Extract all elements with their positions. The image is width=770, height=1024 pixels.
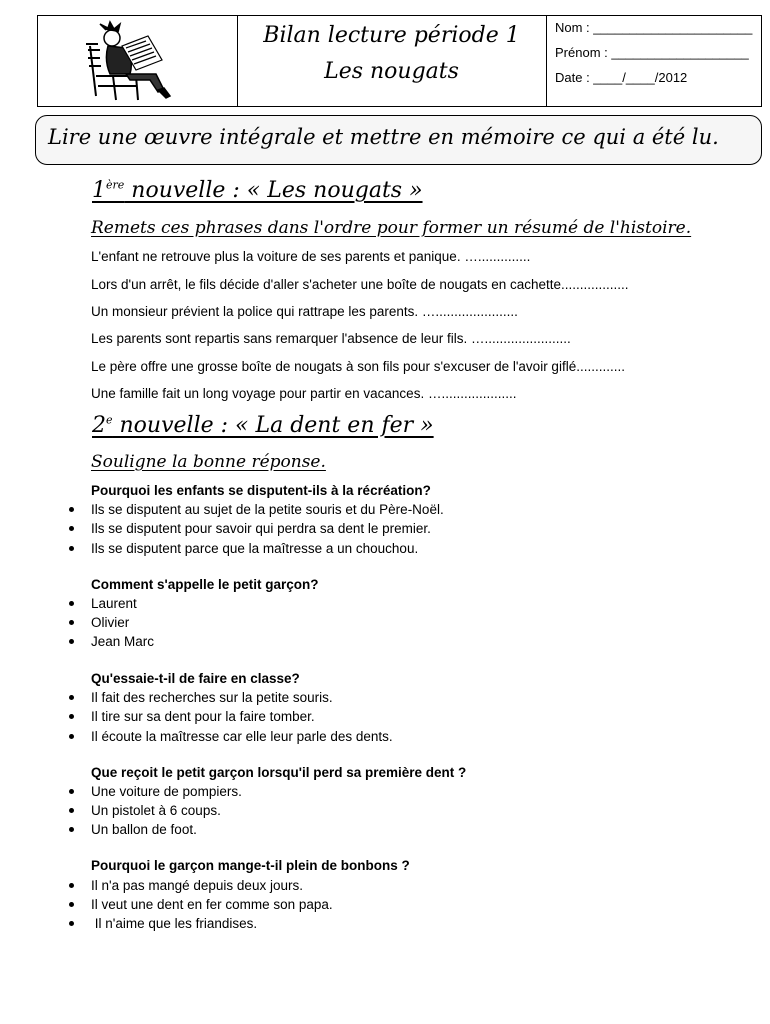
option-label[interactable]: Il écoute la maîtresse car elle leur parle des dents. — [91, 729, 393, 744]
bullet-icon — [69, 808, 74, 813]
q3-option-2[interactable] — [68, 709, 315, 724]
section-2-number: 2 — [92, 413, 106, 438]
option-label[interactable]: Jean Marc — [91, 634, 155, 649]
nom-field[interactable]: Nom : ______________________ — [555, 20, 753, 35]
option-label[interactable]: Ils se disputent au sujet de la petite souris et du Père-Noël. — [91, 502, 444, 517]
question-4: Que reçoit le petit garçon lorsqu'il perd sa première dent ? — [91, 765, 467, 780]
q3-option-3[interactable] — [68, 729, 393, 744]
q2-option-2[interactable] — [68, 615, 129, 630]
question-1: Pourquoi les enfants se disputent-ils à la récréation? — [91, 483, 431, 498]
header-table — [37, 15, 762, 107]
bullet-icon — [69, 546, 74, 551]
sentence-4[interactable]: Les parents sont repartis sans remarquer l'absence de leur fils. …....................... — [91, 331, 571, 346]
bullet-icon — [69, 902, 74, 907]
option-label[interactable]: Il n'a pas mangé depuis deux jours. — [91, 878, 303, 893]
question-5: Pourquoi le garçon mange-t-il plein de bonbons ? — [91, 858, 410, 873]
bullet-icon — [69, 789, 74, 794]
sentence-2[interactable]: Lors d'un arrêt, le fils décide d'aller s'acheter une boîte de nougats en cachette.................. — [91, 277, 629, 292]
q2-option-1[interactable] — [68, 596, 137, 611]
section-2-instruction: Souligne la bonne réponse. — [91, 452, 326, 472]
q5-option-1[interactable] — [68, 878, 303, 893]
section-1-name: nouvelle : « Les nougats » — [124, 178, 423, 203]
bullet-icon — [69, 883, 74, 888]
bullet-icon — [69, 714, 74, 719]
q5-option-3[interactable] — [68, 916, 257, 931]
option-label[interactable]: Ils se disputent pour savoir qui perdra sa dent le premier. — [91, 521, 431, 536]
section-2-name: nouvelle : « La dent en fer » — [112, 413, 434, 438]
question-2: Comment s'appelle le petit garçon? — [91, 577, 319, 592]
bullet-icon — [69, 620, 74, 625]
title-line-1: Bilan lecture période 1 — [263, 23, 520, 48]
title-line-2: Les nougats — [324, 59, 459, 84]
q2-option-3[interactable] — [68, 634, 154, 649]
objective-banner — [35, 115, 762, 165]
bullet-icon — [69, 734, 74, 739]
option-label[interactable]: Olivier — [91, 615, 130, 630]
q4-option-1[interactable] — [68, 784, 242, 799]
sentence-6[interactable]: Une famille fait un long voyage pour partir en vacances. ….................... — [91, 386, 517, 401]
section-1-number: 1 — [92, 178, 106, 203]
prenom-field[interactable]: Prénom : ___________________ — [555, 45, 749, 60]
section-2-sup: e — [106, 413, 113, 427]
bullet-icon — [69, 526, 74, 531]
option-label[interactable]: Il n'aime que les friandises. — [91, 916, 258, 931]
option-label[interactable]: Une voiture de pompiers. — [91, 784, 242, 799]
sentence-5[interactable]: Le père offre une grosse boîte de nougats à son fils pour s'excuser de l'avoir giflé............. — [91, 359, 625, 374]
title-cell — [237, 16, 547, 106]
option-label[interactable]: Ils se disputent parce que la maîtresse a un chouchou. — [91, 541, 419, 556]
option-label[interactable]: Un ballon de foot. — [91, 822, 197, 837]
q1-option-2[interactable] — [68, 521, 431, 536]
bullet-icon — [69, 601, 74, 606]
bullet-icon — [69, 695, 74, 700]
q1-option-1[interactable] — [68, 502, 444, 517]
section-1-instruction: Remets ces phrases dans l'ordre pour former un résumé de l'histoire. — [91, 218, 692, 238]
date-field[interactable]: Date : ____/____/2012 — [555, 70, 688, 85]
q4-option-3[interactable] — [68, 822, 197, 837]
sentence-3[interactable]: Un monsieur prévient la police qui rattrape les parents. …...................... — [91, 304, 518, 319]
q1-option-3[interactable] — [68, 541, 418, 556]
option-label[interactable]: Il veut une dent en fer comme son papa. — [91, 897, 333, 912]
q4-option-2[interactable] — [68, 803, 221, 818]
question-3: Qu'essaie-t-il de faire en classe? — [91, 671, 300, 686]
reading-illustration-cell — [38, 16, 238, 106]
objective-text: Lire une œuvre intégrale et mettre en mémoire ce qui a été lu. — [48, 125, 719, 149]
option-label[interactable]: Laurent — [91, 596, 137, 611]
q5-option-2[interactable] — [68, 897, 333, 912]
section-2-title — [92, 413, 434, 438]
option-label[interactable]: Il tire sur sa dent pour la faire tomber. — [91, 709, 315, 724]
student-info-cell — [546, 16, 761, 106]
option-label[interactable]: Un pistolet à 6 coups. — [91, 803, 221, 818]
section-1-title — [92, 178, 423, 203]
reading-man-illustration — [38, 16, 237, 106]
bullet-icon — [69, 507, 74, 512]
q3-option-1[interactable] — [68, 690, 333, 705]
option-label[interactable]: Il fait des recherches sur la petite souris. — [91, 690, 333, 705]
bullet-icon — [69, 921, 74, 926]
bullet-icon — [69, 639, 74, 644]
section-1-sup: ère — [106, 178, 125, 192]
sentence-1[interactable]: L'enfant ne retrouve plus la voiture de ses parents et panique. ….............. — [91, 249, 531, 264]
bullet-icon — [69, 827, 74, 832]
